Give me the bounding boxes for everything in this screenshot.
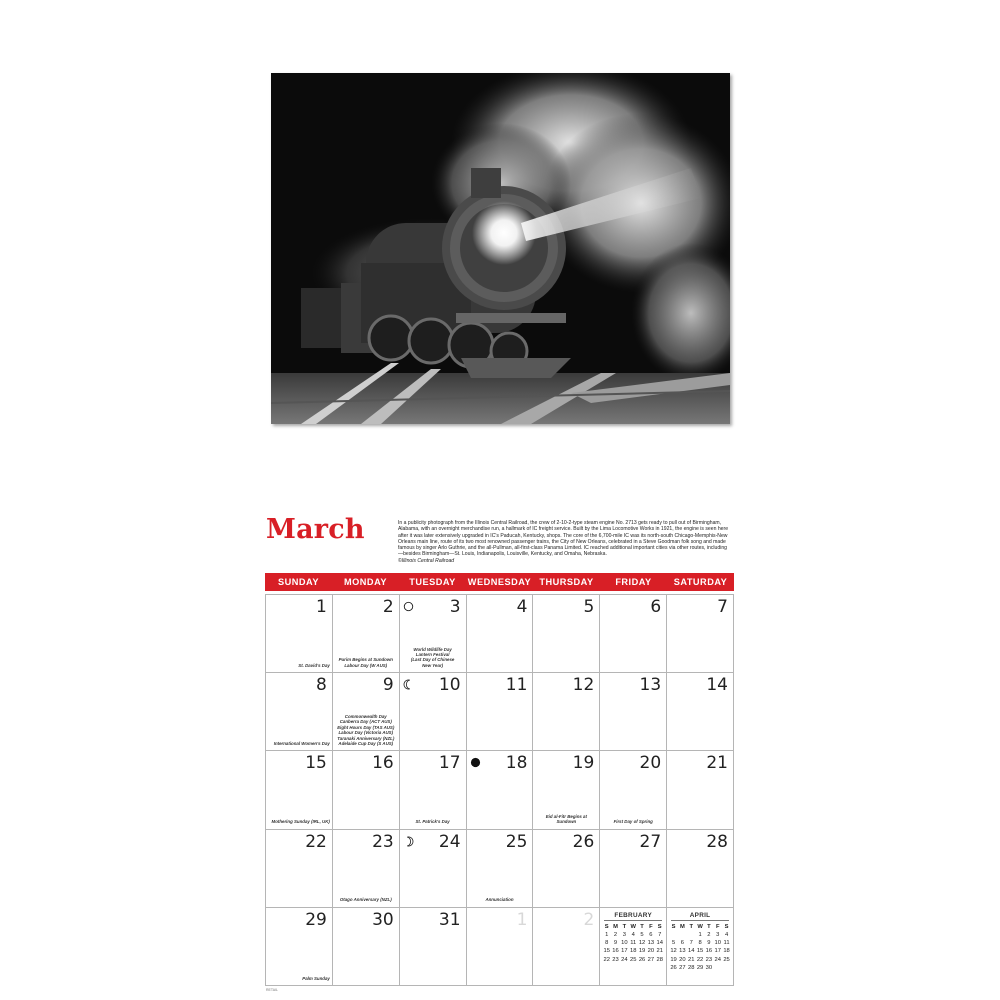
- mini-calendar-april: [669, 912, 731, 972]
- mini-day: 17: [714, 948, 721, 955]
- mini-day: 10: [621, 940, 628, 947]
- day-cell: [533, 830, 600, 908]
- day-events: Commonwealth Day Canberra Day (ACT AUS) Eight Hours Day (TAS AUS) Labour Day (Victoria AUS) Taranaki Anniversary (NZL) Adelaide Cup Day (S AUS): [337, 713, 395, 746]
- mini-weekday: T: [622, 923, 627, 930]
- day-number: 18: [505, 753, 528, 774]
- day-number: 7: [717, 597, 728, 617]
- mini-day: 12: [670, 948, 677, 955]
- mini-day: 14: [656, 940, 663, 947]
- day-number: 5: [583, 597, 595, 617]
- day-cell: [667, 673, 734, 751]
- mini-calendar-week: [602, 931, 664, 939]
- weekday-label: THURSDAY: [539, 577, 594, 587]
- mini-day: 23: [705, 956, 713, 963]
- mini-day: [669, 931, 678, 939]
- day-events: International Women's Day: [273, 740, 330, 746]
- mini-day: 29: [696, 964, 704, 971]
- day-cell: [400, 673, 467, 751]
- mini-day: 16: [612, 948, 619, 955]
- mini-day: 12: [638, 940, 646, 947]
- mini-calendar-week: [602, 956, 664, 964]
- locomotive-photo: [271, 73, 730, 424]
- mini-day: 21: [656, 948, 663, 955]
- day-number: 2: [583, 909, 595, 930]
- photo-caption: [398, 520, 732, 564]
- day-number: 21: [706, 753, 728, 774]
- day-number: 17: [438, 753, 461, 774]
- mini-day: 9: [707, 940, 711, 947]
- mini-calendar-week: [602, 939, 664, 947]
- mini-day: 15: [603, 948, 610, 955]
- mini-day: 1: [698, 932, 702, 938]
- mini-day: 20: [647, 948, 655, 955]
- mini-weekday: W: [630, 923, 636, 930]
- day-cell: [400, 751, 467, 829]
- day-number: 25: [505, 831, 528, 852]
- day-number: 4: [516, 597, 528, 617]
- mini-calendar-february: [602, 912, 664, 964]
- day-number: 8: [316, 675, 327, 696]
- mini-day: 1: [605, 932, 609, 938]
- day-cell: [667, 751, 734, 829]
- day-cell: [333, 751, 400, 829]
- mini-day: 3: [622, 932, 626, 938]
- mini-day: 25: [629, 956, 637, 963]
- new-moon-icon: [470, 755, 481, 766]
- day-number: 30: [372, 909, 394, 930]
- mini-day: 18: [723, 948, 730, 955]
- day-events: World Wildlife Day Lantern Festival (Last Day of Chinese New Year): [410, 646, 455, 668]
- day-number: 1: [516, 909, 528, 930]
- day-number: 11: [505, 675, 528, 696]
- day-number: 14: [706, 675, 728, 696]
- mini-day: 28: [656, 956, 663, 963]
- mini-day: 22: [696, 956, 704, 963]
- day-number: 10: [438, 675, 461, 696]
- day-events: Otago Anniversary (NZL): [339, 897, 392, 903]
- mini-calendar-weekdays: [669, 923, 731, 931]
- mini-day: 4: [724, 932, 729, 938]
- photo-credit: ©Illinois Central Railroad: [398, 557, 455, 564]
- mini-weekday: T: [689, 923, 693, 930]
- day-cell: [600, 595, 667, 673]
- mini-day: 25: [723, 956, 730, 963]
- day-number: 24: [438, 831, 461, 852]
- mini-day: 6: [649, 932, 653, 938]
- mini-weekday: T: [707, 923, 711, 930]
- day-cell: [333, 830, 400, 908]
- mini-day: 17: [621, 948, 628, 955]
- mini-day: 15: [696, 948, 704, 955]
- day-events: Mothering Sunday (IRL, UK): [271, 819, 330, 825]
- day-number: 20: [639, 753, 662, 774]
- weekday-label: SATURDAY: [673, 577, 728, 587]
- day-cell: [266, 595, 333, 673]
- mini-day: 19: [638, 948, 646, 955]
- first-quarter-moon-icon: [403, 834, 414, 845]
- day-cell: [667, 595, 734, 673]
- month-title: March: [266, 514, 365, 545]
- mini-day: 24: [621, 956, 628, 963]
- full-moon-icon: [403, 599, 414, 610]
- mini-day: 26: [638, 956, 646, 963]
- day-cell: [467, 908, 534, 986]
- day-cell: [533, 673, 600, 751]
- mini-day: 27: [679, 964, 686, 971]
- day-cell: [333, 673, 400, 751]
- day-number: 23: [372, 831, 394, 852]
- day-events: Palm Sunday: [302, 975, 330, 981]
- day-cell: [266, 830, 333, 908]
- day-events: Purim Begins at Sundown Labour Day (W AUS): [338, 657, 393, 668]
- day-number: 9: [382, 675, 394, 696]
- mini-day: 9: [613, 940, 618, 947]
- mini-weekday: F: [715, 923, 720, 930]
- mini-calendar-title: APRIL: [671, 912, 729, 921]
- day-cell: [533, 908, 600, 986]
- mini-day: 5: [671, 940, 676, 947]
- weekday-label: WEDNESDAY: [467, 577, 532, 587]
- day-cell: [467, 830, 534, 908]
- day-number: 31: [438, 909, 461, 930]
- mini-weekday: M: [679, 923, 685, 930]
- mini-day: 2: [613, 932, 618, 938]
- mini-day: 2: [707, 932, 711, 938]
- day-number: 12: [572, 675, 595, 696]
- mini-day: 27: [647, 956, 655, 963]
- day-cell: [266, 908, 333, 986]
- day-cell: [266, 673, 333, 751]
- day-cell: [600, 751, 667, 829]
- day-number: 15: [305, 753, 327, 774]
- day-number: 27: [639, 831, 662, 852]
- mini-day: 7: [658, 932, 662, 938]
- mini-day: 3: [716, 932, 720, 938]
- mini-calendar-cell: [667, 908, 734, 986]
- mini-day: 21: [687, 956, 695, 963]
- mini-day: 13: [679, 948, 686, 955]
- day-number: 13: [639, 675, 662, 696]
- day-number: 16: [372, 753, 394, 774]
- day-cell: [266, 751, 333, 829]
- day-cell: [400, 830, 467, 908]
- day-number: 29: [305, 909, 327, 930]
- steam-locomotive-photo: [271, 73, 730, 424]
- mini-calendar-week: [669, 947, 731, 955]
- day-number: 1: [316, 597, 327, 617]
- mini-day: 14: [687, 948, 695, 955]
- mini-weekday: S: [604, 923, 609, 930]
- day-events: St. David's Day: [298, 662, 330, 668]
- mini-weekday: F: [649, 923, 653, 930]
- mini-calendar-week: [602, 947, 664, 955]
- mini-calendar-title: FEBRUARY: [604, 912, 662, 921]
- mini-calendar-week: [669, 964, 731, 972]
- day-number: 22: [305, 831, 327, 852]
- last-quarter-moon-icon: [403, 677, 414, 688]
- day-number: 3: [449, 597, 461, 617]
- mini-day: 18: [629, 948, 637, 955]
- mini-day: 6: [680, 940, 684, 947]
- mini-day: 10: [714, 940, 721, 947]
- day-number: 26: [572, 831, 595, 852]
- day-events: St. Patrick's Day: [415, 819, 450, 825]
- mini-day: 28: [687, 964, 695, 971]
- mini-day: [713, 964, 722, 972]
- mini-weekday: S: [671, 923, 676, 930]
- mini-calendar-week: [669, 939, 731, 947]
- mini-weekday: T: [640, 923, 644, 930]
- mini-weekday: S: [724, 923, 729, 930]
- mini-day: 19: [670, 956, 677, 963]
- mini-day: 26: [670, 964, 677, 971]
- mini-day: 22: [603, 956, 610, 963]
- day-events: Eid al-Fitr Begins at Sundown: [545, 813, 587, 825]
- mini-weekday: S: [657, 923, 662, 930]
- mini-calendar-week: [669, 956, 731, 964]
- mini-day: [722, 964, 731, 972]
- mini-day: [687, 931, 696, 939]
- day-cell: [333, 595, 400, 673]
- mini-calendar-cell: [600, 908, 667, 986]
- mini-day: 20: [679, 956, 686, 963]
- product-code: RETAIL: [266, 988, 278, 992]
- day-cell: [600, 673, 667, 751]
- mini-day: 5: [640, 932, 644, 938]
- day-events: First Day of Spring: [613, 819, 653, 825]
- mini-day: 16: [705, 948, 713, 955]
- mini-weekday: W: [697, 923, 703, 930]
- mini-day: 4: [631, 932, 635, 938]
- mini-day: 24: [714, 956, 721, 963]
- day-number: 28: [706, 831, 728, 852]
- weekday-label: TUESDAY: [409, 577, 456, 587]
- weekday-label: SUNDAY: [278, 577, 319, 587]
- mini-day: 30: [705, 964, 713, 971]
- day-cell: [400, 908, 467, 986]
- mini-day: 13: [647, 940, 655, 947]
- day-number: 6: [650, 597, 662, 617]
- mini-day: 11: [630, 940, 637, 947]
- day-cell: [533, 595, 600, 673]
- weekday-label: MONDAY: [344, 577, 387, 587]
- mini-weekday: M: [613, 923, 618, 930]
- mini-day: 7: [689, 940, 693, 947]
- mini-day: 8: [605, 940, 609, 947]
- day-cell: [533, 751, 600, 829]
- day-cell: [467, 595, 534, 673]
- mini-day: 23: [612, 956, 619, 963]
- day-cell: [333, 908, 400, 986]
- weekday-label: FRIDAY: [615, 577, 652, 587]
- day-cell: [467, 751, 534, 829]
- mini-day: [678, 931, 687, 939]
- day-cell: [667, 830, 734, 908]
- day-cell: [400, 595, 467, 673]
- day-number: 19: [572, 753, 595, 774]
- weekday-header: [265, 573, 734, 591]
- mini-day: 8: [698, 940, 702, 947]
- caption-text: In a publicity photograph from the Illinois Central Railroad, the crew of 2-10-2-type steam engine No. 2713 gets ready to pull out of Birmingham, Alabama, with an overnight merchandise run, a hallmark of IC freight service. Built by the Lima Locomotive Works in 1921, the engine is seen here after it was later extensively upgraded in IC's Paducah, Kentucky, shops. The core of the 6,700-mile IC was its north-south Chicago-Memphis-New Orleans main line, route of its two most renowned passenger trains, the City of New Orleans, celebrated in a Steve Goodman folk song and made famous by singer Arlo Guthrie, and the all-Pullman, all-first-class Panama Limited. IC reached additional important cities via other routes, including—besides Birmingham—St. Louis, Indianapolis, Louisville, Kentucky, and Omaha, Nebraska.: [398, 520, 729, 558]
- day-events: Annunciation: [485, 897, 514, 903]
- day-cell: [467, 673, 534, 751]
- mini-calendar-week: [669, 931, 731, 939]
- mini-day: 11: [723, 940, 730, 947]
- calendar-grid: [265, 594, 734, 986]
- mini-calendar-weekdays: [602, 923, 664, 931]
- day-cell: [600, 830, 667, 908]
- day-number: 2: [382, 597, 394, 617]
